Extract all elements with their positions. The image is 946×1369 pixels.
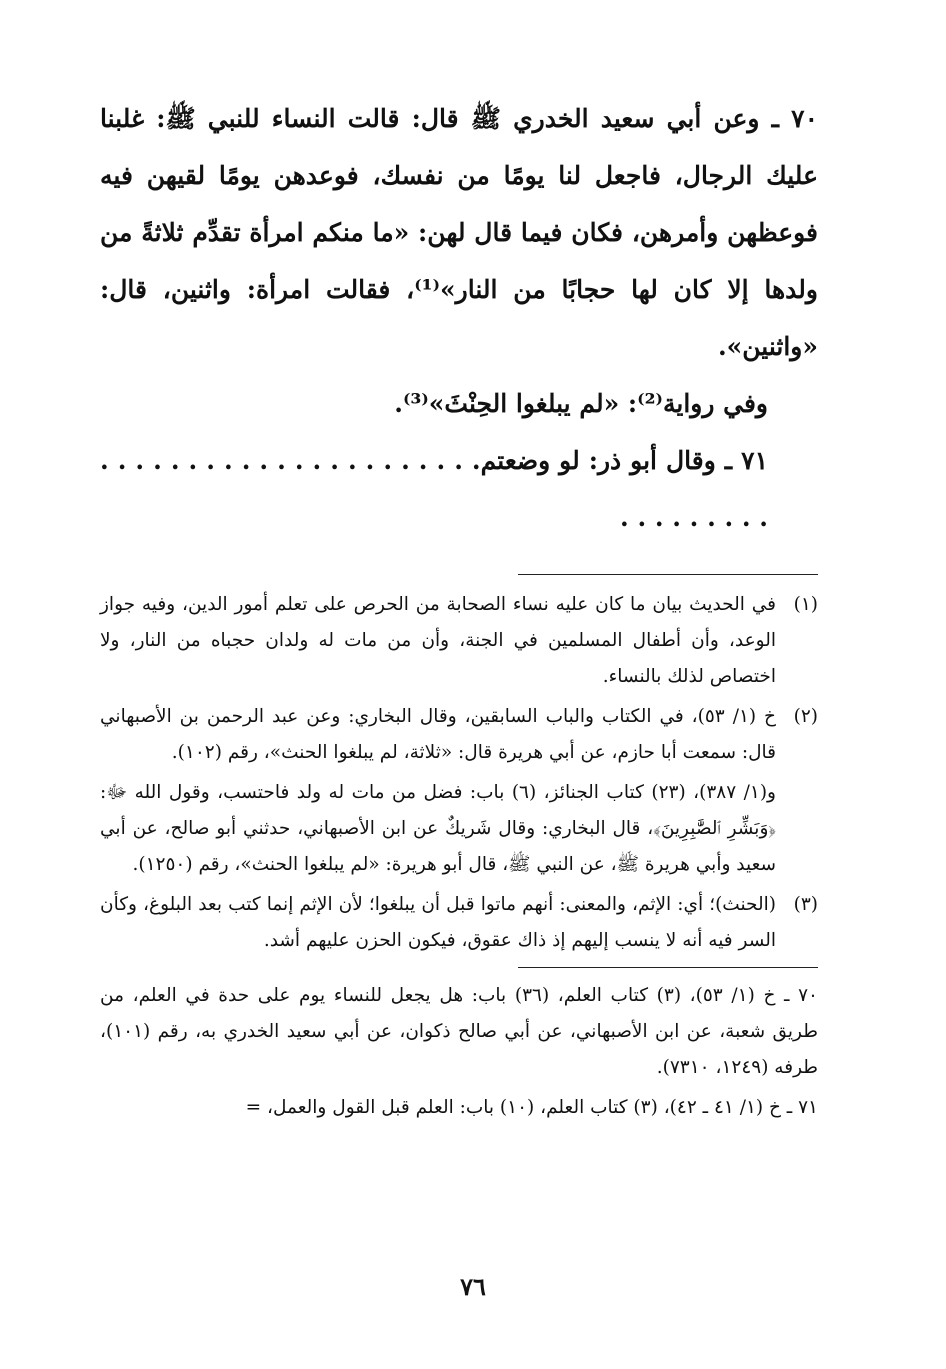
hadith-71: ٧١ ـ وقال أبو ذر: لو وضعتم. . . . . . . . . . . . . . . . . . . . . . . . . . . . . . . [100,446,768,532]
footnote-text: (الحنث)؛ أي: الإثم، والمعنى: أنهم ماتوا قبل أن يبلغوا؛ لأن الإثم إنما كتب بعد البلوغ، وكأن السر فيه أنه لا ينسب إليهم إذ ذاك عقوق، فيكون الحزن عليهم أشد. [100,894,776,951]
source-references [100,978,818,1126]
footnote-2 [100,699,818,771]
page-content [100,90,818,1130]
footnote-number: (١) [793,594,818,615]
footnote-3 [100,887,818,959]
riwaya-note: وفي رواية⁽²⁾: «لم يبلغوا الحِنْثَ»⁽³⁾. [394,389,768,418]
footnote-text: خ (١/ ٥٣)، في الكتاب والباب السابقين، وقال البخاري: وعن عبد الرحمن بن الأصبهاني قال: سمعت أبا حازم، عن أبي هريرة قال: «ثلاثة، لم يبلغوا الحنث»، رقم (١٠٢). [100,706,776,763]
footnote-number: (٣) [793,894,818,915]
source-separator [518,967,818,968]
hadith-70: ٧٠ ـ وعن أبي سعيد الخدري ﷺ قال: قالت النساء للنبي ﷺ: غلبنا عليك الرجال، فاجعل لنا يومًا من نفسك، فوعدهن يومًا لقيهن فيه فوعظهن وأمرهن، فكان فيما قال لهن: «ما منكم امرأة تقدِّم ثلاثةً من ولدها إلا كان لها حجابًا من النار»⁽¹⁾، فقالت امرأة: واثنين، قال: «واثنين». [100,104,818,361]
main-text [100,90,818,546]
footnote-1 [100,587,818,695]
footnote-number: (٢) [793,706,818,727]
source-71: ٧١ ـ خ (١/ ٤١ ـ ٤٢)، (٣) كتاب العلم، (١٠) باب: العلم قبل القول والعمل، = [245,1097,818,1118]
footnote-separator [518,574,818,575]
footnote-text: في الحديث بيان ما كان عليه نساء الصحابة من الحرص على تعلم أمور الدين، وفيه جواز الوعد، وأن أطفال المسلمين في الجنة، وأن من مات له ولدان حجباه من النار، ولا اختصاص لذلك بالنساء. [100,594,776,687]
page-number: ٧٦ [460,1272,486,1301]
footnote-2-continuation: و(١/ ٣٨٧)، (٢٣) كتاب الجنائز، (٦) باب: فضل من مات له ولد فاحتسب، وقول الله ﷻ: ﴿وَبَشِّرِ ٱلصَّٰبِرِينَ﴾، قال البخاري: وقال شَريكٌ عن ابن الأصبهاني، حدثني أبو صالح، عن أبي سعيد وأبي هريرة ﷺ، عن النبي ﷺ، قال أبو هريرة: «لم يبلغوا الحنث»، رقم (١٢٥٠). [100,782,776,875]
footnotes [100,587,818,959]
source-70: ٧٠ ـ خ (١/ ٥٣)، (٣) كتاب العلم، (٣٦) باب: هل يجعل للنساء يوم على حدة في العلم، من طريق شعبة، عن ابن الأصبهاني، عن أبي صالح ذكوان، عن أبي سعيد الخدري به، رقم (١٠١)، طرفه (١٢٤٩، ٧٣١٠). [100,985,818,1078]
